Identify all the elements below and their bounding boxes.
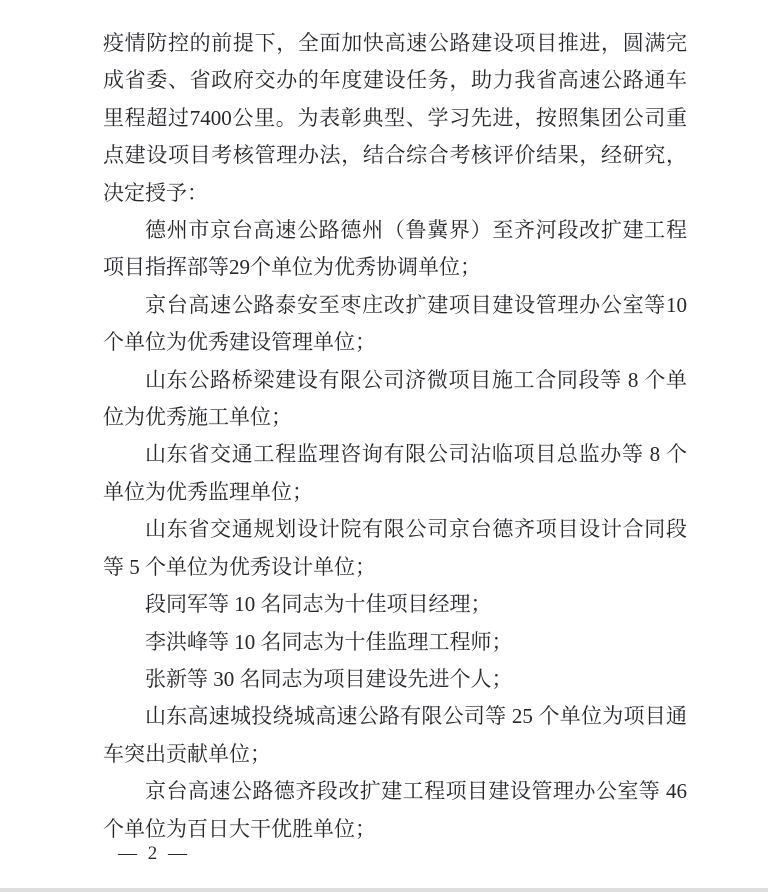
paragraph: 京台高速公路泰安至枣庄改扩建项目建设管理办公室等10个单位为优秀建设管理单位； [103,292,687,355]
page-number: — 2 — [118,843,190,864]
paragraph: 山东省交通工程监理咨询有限公司沾临项目总监办等 8 个单位为优秀监理单位； [103,442,687,504]
paragraph: 山东公路桥梁建设有限公司济微项目施工合同段等 8 个单位为优秀施工单位； [103,367,687,430]
paragraph: 张新等 30 名同志为项目建设先进个人； [145,666,513,691]
paragraph: 山东省交通规划设计院有限公司京台德齐项目设计合同段等 5 个单位为优秀设计单位； [103,517,687,579]
paragraph: 疫情防控的前提下，全面加快高速公路建设项目推进，圆满完成省委、省政府交办的年度建设任务，助力我省高速公路通车里程超过7400公里。为表彰典型、学习先进，按照集团公司重点建设项目考核管理办法，结合综合考核评价结果，经研究，决定授予： [103,31,687,205]
paragraph: 段同军等 10 名同志为十佳项目经理； [145,592,492,617]
document-body [103,25,687,848]
paragraph: 京台高速公路德齐段改扩建工程项目建设管理办公室等 46 个单位为百日大干优胜单位； [103,779,687,841]
paragraph: 李洪峰等 10 名同志为十佳监理工程师； [145,629,513,654]
page-bottom-edge [0,888,768,892]
paragraph: 德州市京台高速公路德州（鲁冀界）至齐河段改扩建工程项目指挥部等29个单位为优秀协调单位； [103,218,687,280]
paragraph: 山东高速城投绕城高速公路有限公司等 25 个单位为项目通车突出贡献单位； [103,704,687,766]
